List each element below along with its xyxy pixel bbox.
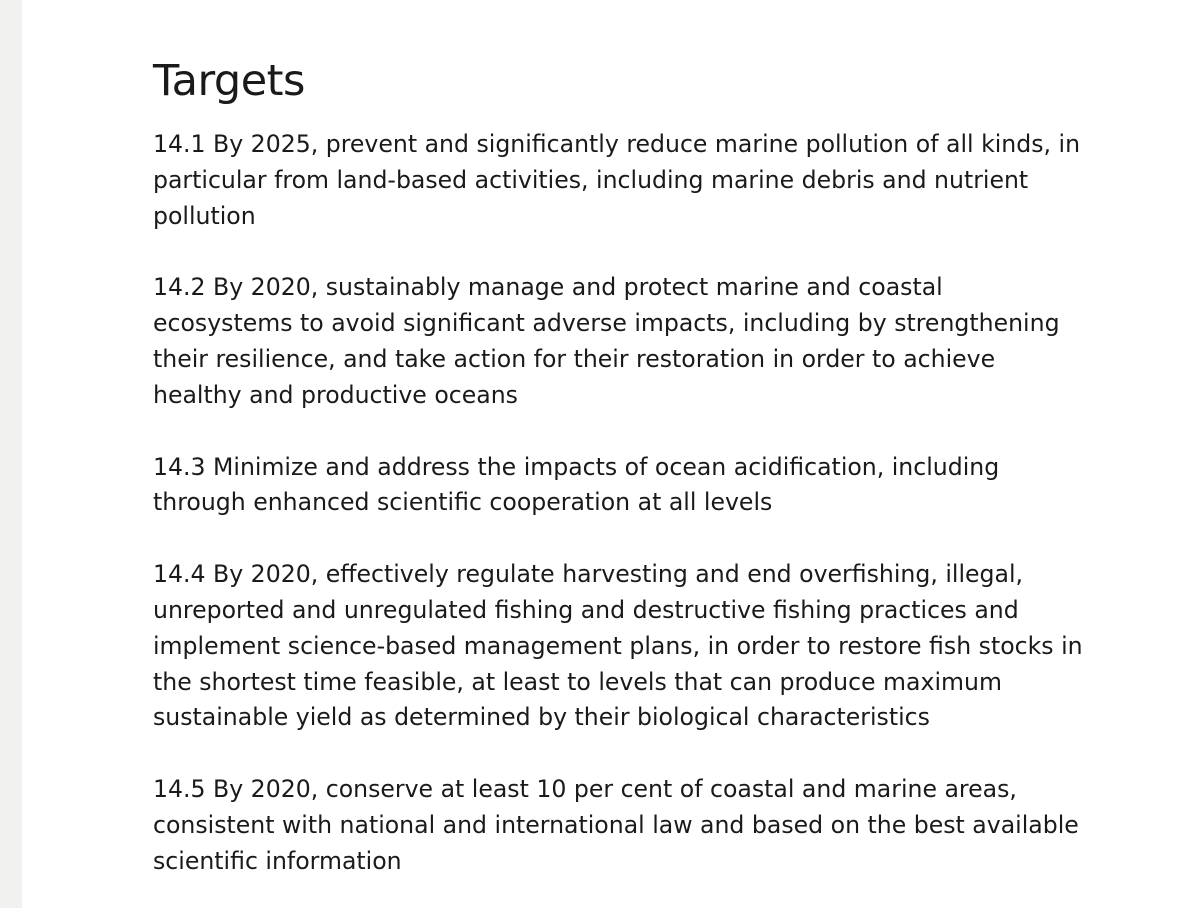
targets-list bbox=[153, 127, 1083, 880]
target-14-1: 14.1 By 2025, prevent and significantly reduce marine pollution of all kinds, in particular from land-based activities, including marine debris and nutrient pollution bbox=[153, 130, 1081, 230]
target-14-4: 14.4 By 2020, effectively regulate harvesting and end overfishing, illegal, unreported and unregulated fishing and destructive fishing practices and implement science-based management plans, in order to restore fish stocks in the shortest time feasible, at least to levels that can produce maximum sustainable yield as determined by their biological characteristics bbox=[153, 560, 1083, 732]
target-14-3: 14.3 Minimize and address the impacts of ocean acidification, including through enhanced scientific cooperation at all levels bbox=[153, 452, 1000, 517]
target-14-2: 14.2 By 2020, sustainably manage and protect marine and coastal ecosystems to avoid significant adverse impacts, including by strengthening their resilience, and take action for their restoration in order to achieve healthy and productive oceans bbox=[153, 273, 1060, 409]
target-14-5: 14.5 By 2020, conserve at least 10 per cent of coastal and marine areas, consistent with national and international law and based on the best available scientific information bbox=[153, 775, 1079, 875]
page-title: Targets bbox=[153, 56, 305, 106]
left-gutter bbox=[0, 0, 22, 908]
targets-section bbox=[153, 50, 1083, 880]
